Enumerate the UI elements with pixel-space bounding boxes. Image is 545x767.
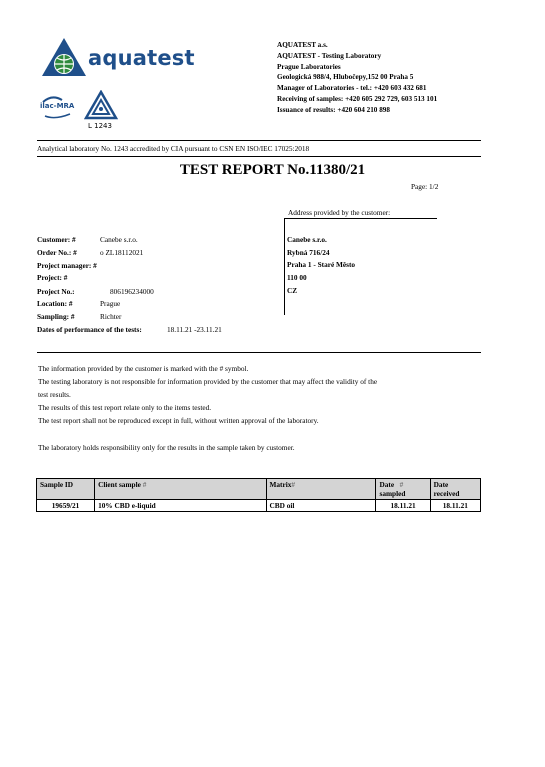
address-line: Rybná 716/24 — [287, 248, 330, 257]
aquatest-logo — [40, 36, 220, 80]
col-matrix-hash: # — [291, 480, 296, 489]
col-date-sampled-hash: # — [399, 480, 404, 489]
col-matrix-label: Matrix — [269, 480, 292, 489]
col-client-sample — [95, 479, 266, 500]
col-date-sampled — [376, 479, 430, 500]
col-date-received — [430, 479, 480, 500]
col-client-sample-label: Client sample — [98, 480, 141, 489]
lab-receiving: Receiving of samples: +420 605 292 729, 603 513 101 — [277, 94, 438, 103]
address-caption: Address provided by the customer: — [288, 208, 391, 217]
test-dates-value: 18.11.21 -23.11.21 — [167, 325, 222, 334]
accreditation-marks — [40, 90, 130, 134]
lab-header — [277, 40, 437, 116]
note-line: The information provided by the customer is marked with the # symbol. — [38, 364, 249, 373]
project-no-value: 806196234000 — [110, 287, 154, 296]
note-line: The test report shall not be reproduced except in full, without written approval of the laboratory. — [38, 416, 319, 425]
col-date-sampled-label-1: Date — [379, 480, 395, 489]
lab-manager: Manager of Laboratories - tel.: +420 603 432 681 — [277, 84, 427, 93]
address-line: CZ — [287, 286, 298, 295]
cell-matrix: CBD oil — [266, 500, 376, 512]
cell-date-sampled: 18.11.21 — [376, 500, 430, 512]
cell-date-received: 18.11.21 — [430, 500, 480, 512]
page-number: Page: 1/2 — [411, 182, 439, 191]
aquatest-globe-icon — [40, 36, 88, 80]
lab-issuance: Issuance of results: +420 604 210 898 — [277, 105, 390, 114]
address-line: Canebe s.r.o. — [287, 235, 327, 244]
address-line: Praha 1 - Staré Město — [287, 260, 356, 269]
customer-label: Customer: # — [37, 235, 76, 244]
order-label: Order No.: # — [37, 248, 77, 257]
logo-brand-text: aquatest — [88, 46, 195, 70]
project-no-label: Project No.: — [37, 287, 75, 296]
ilac-mra-text: ilac-MRA — [40, 102, 75, 110]
test-dates-label: Dates of performance of the tests: — [37, 325, 142, 334]
note-line: The results of this test report relate only to the items tested. — [38, 403, 212, 412]
col-date-sampled-label-2: sampled — [379, 489, 406, 498]
project-label: Project: # — [37, 273, 68, 282]
sampling-value: Richter — [100, 312, 122, 321]
accreditation-statement: Analytical laboratory No. 1243 accredited by CIA pursuant to CSN EN ISO/IEC 17025:2018 — [37, 144, 310, 153]
sampling-label: Sampling: # — [37, 312, 75, 321]
col-sample-id — [37, 479, 95, 500]
lab-subtitle: AQUATEST - Testing Laboratory — [277, 51, 382, 60]
col-date-received-label-1: Date — [433, 480, 449, 489]
header-divider — [37, 140, 481, 141]
lab-dept: Prague Laboratories — [277, 62, 341, 71]
table-row — [37, 500, 481, 512]
col-client-sample-hash: # — [142, 480, 147, 489]
note-line: The testing laboratory is not responsible for information provided by the customer that may affect the validity of the — [38, 377, 378, 386]
lab-name: AQUATEST a.s. — [277, 41, 328, 49]
samples-table — [36, 478, 481, 512]
table-header-row — [37, 479, 481, 500]
accreditation-divider — [37, 156, 481, 157]
report-title: TEST REPORT No.11380/21 — [179, 162, 366, 178]
order-value: o ZL18112021 — [100, 248, 144, 257]
cell-sample-id: 19659/21 — [37, 500, 95, 512]
cia-accreditation-icon — [84, 90, 118, 122]
cell-client-sample: 10% CBD e-liquid — [95, 500, 266, 512]
address-line: 110 00 — [287, 273, 307, 282]
col-sample-id-label: Sample ID — [40, 480, 74, 489]
fields-divider — [37, 352, 481, 353]
lab-address: Geologická 988/4, Hlubočepy,152 00 Praha 5 — [277, 73, 414, 82]
location-label: Location: # — [37, 299, 73, 308]
note-line: The laboratory holds responsibility only for the results in the sample taken by customer. — [38, 443, 295, 452]
col-matrix — [266, 479, 376, 500]
lab-number: L 1243 — [88, 122, 112, 130]
project-manager-label: Project manager: # — [37, 261, 97, 270]
location-value: Prague — [100, 299, 121, 308]
note-line: test results. — [38, 390, 71, 399]
customer-value: Canebe s.r.o. — [100, 235, 138, 244]
col-date-received-label-2: received — [433, 489, 460, 498]
